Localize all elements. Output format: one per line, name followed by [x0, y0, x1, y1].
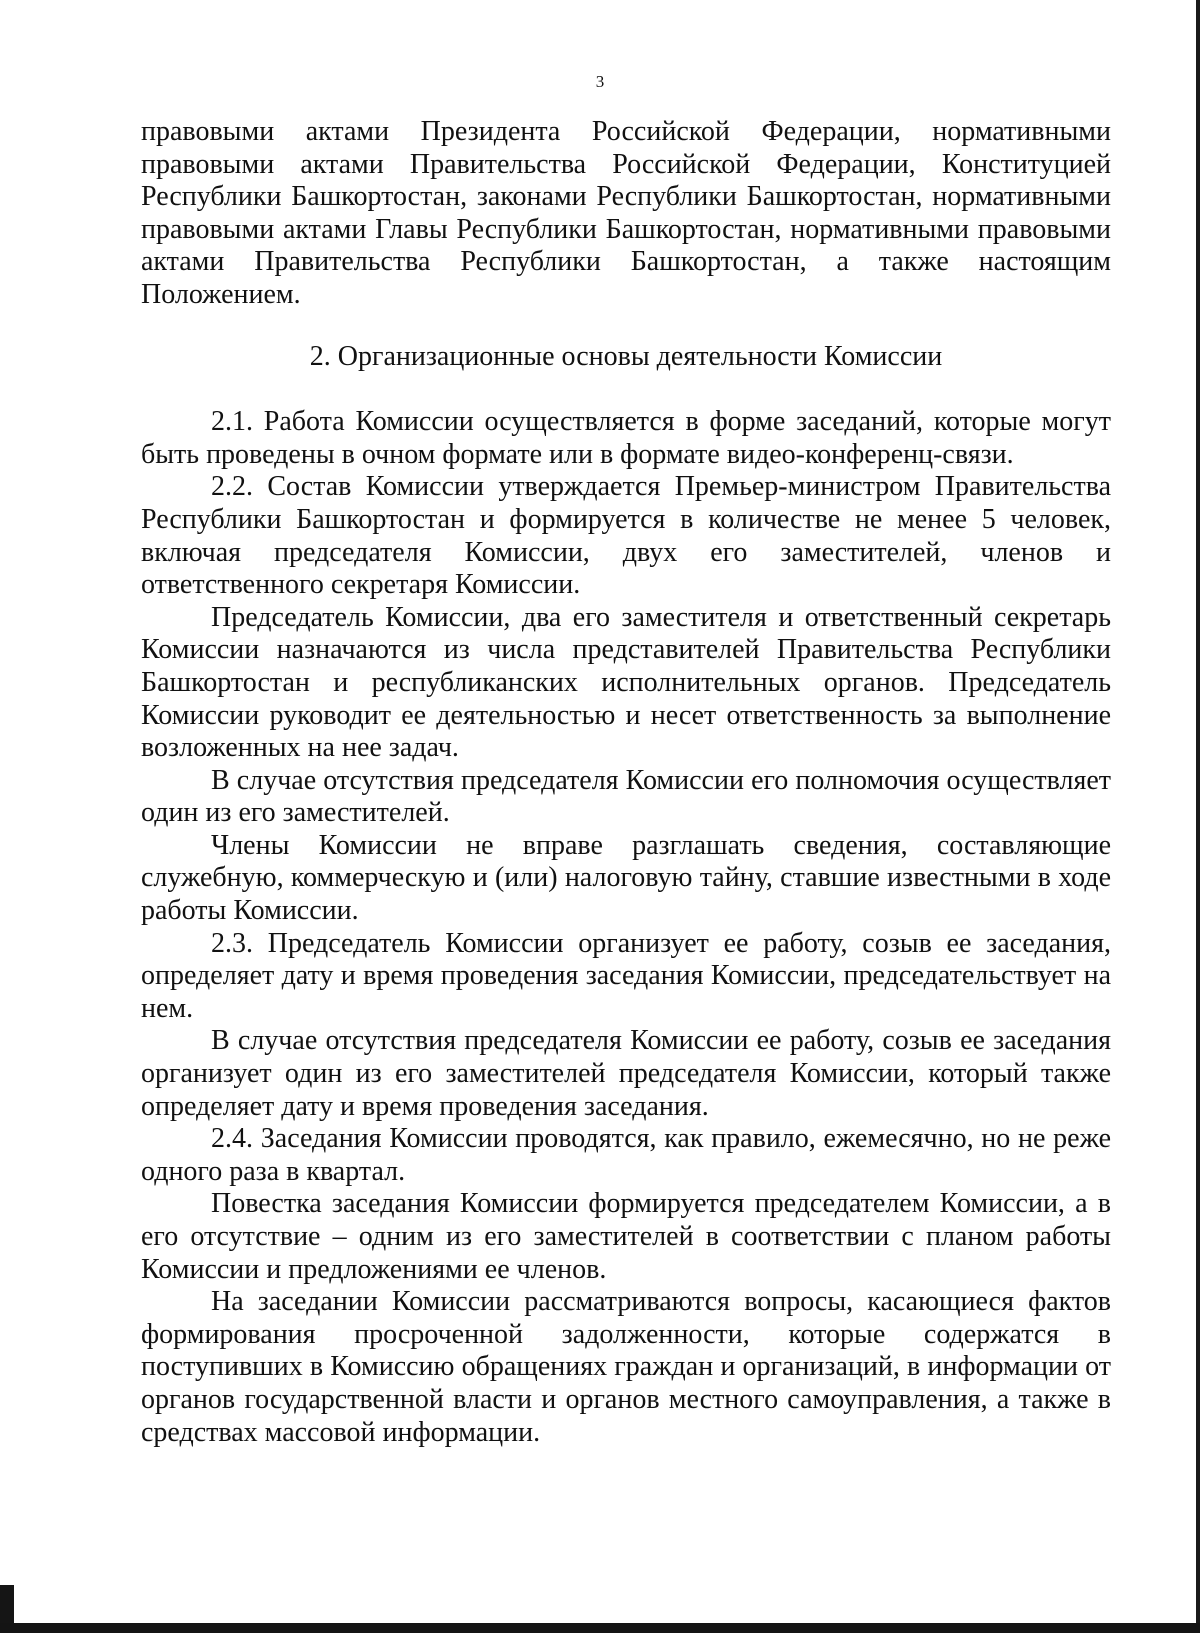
- paragraph-continuation: правовыми актами Президента Российской Федерации, нормативными правовыми актами Правительства Российской Федерации, Конституцией Республики Башкортостан, законами Республики Башкортостан, нормативными правовыми актами Главы Республики Башкортостан, нормативными правовыми актами Правительства Республики Башкортостан, а также настоящим Положением.: [141, 116, 1111, 310]
- paragraph-2-4: 2.4. Заседания Комиссии проводятся, как правило, ежемесячно, но не реже одного раза в квартал.: [141, 1123, 1111, 1187]
- scan-edge-bottom: [0, 1623, 1200, 1633]
- paragraph-confidentiality: Члены Комиссии не вправе разглашать сведения, составляющие служебную, коммерческую и (или) налоговую тайну, ставшие известными в ходе работы Комиссии.: [141, 829, 1111, 927]
- paragraph-deputy-organizes: В случае отсутствия председателя Комиссии ее работу, созыв ее заседания организует один из его заместителей председателя Комиссии, который также определяет дату и время проведения заседания.: [141, 1025, 1111, 1122]
- paragraph-2-2: 2.2. Состав Комиссии утверждается Премьер-министром Правительства Республики Башкортостан и формируется в количестве не менее 5 человек, включая председателя Комиссии, двух его заместителей, членов и ответственного секретаря Комиссии.: [141, 471, 1111, 601]
- scan-edge-corner: [0, 1585, 14, 1623]
- paragraph-2-3: 2.3. Председатель Комиссии организует ее работу, созыв ее заседания, определяет дату и время проведения заседания Комиссии, председательствует на нем.: [141, 927, 1111, 1024]
- paragraph-meeting-questions: На заседании Комиссии рассматриваются вопросы, касающиеся фактов формирования просроченной задолженности, которые содержатся в поступивших в Комиссию обращениях граждан и организаций, в информации от органов государственной власти и органов местного самоуправления, а также в средствах массовой информации.: [141, 1286, 1111, 1448]
- paragraph-agenda: Повестка заседания Комиссии формируется председателем Комиссии, а в его отсутствие – одним из его заместителей в соответствии с планом работы Комиссии и предложениями ее членов.: [141, 1188, 1111, 1285]
- paragraph-chairman-appointment: Председатель Комиссии, два его заместителя и ответственный секретарь Комиссии назначаются из числа представителей Правительства Республики Башкортостан и республиканских исполнительных органов. Председатель Комиссии руководит ее деятельностью и несет ответственность за выполнение возложенных на нее задач.: [141, 601, 1111, 764]
- section-title: 2. Организационные основы деятельности Комиссии: [309, 340, 943, 372]
- paragraph-2-1: 2.1. Работа Комиссии осуществляется в форме заседаний, которые могут быть проведены в очном формате или в формате видео-конференц-связи.: [141, 406, 1111, 470]
- document-body: [141, 116, 1111, 1449]
- scan-edge-right: [1196, 0, 1200, 1633]
- paragraph-chairman-absence: В случае отсутствия председателя Комиссии его полномочия осуществляет один из его заместителей.: [141, 764, 1111, 829]
- page-number: 3: [595, 72, 605, 91]
